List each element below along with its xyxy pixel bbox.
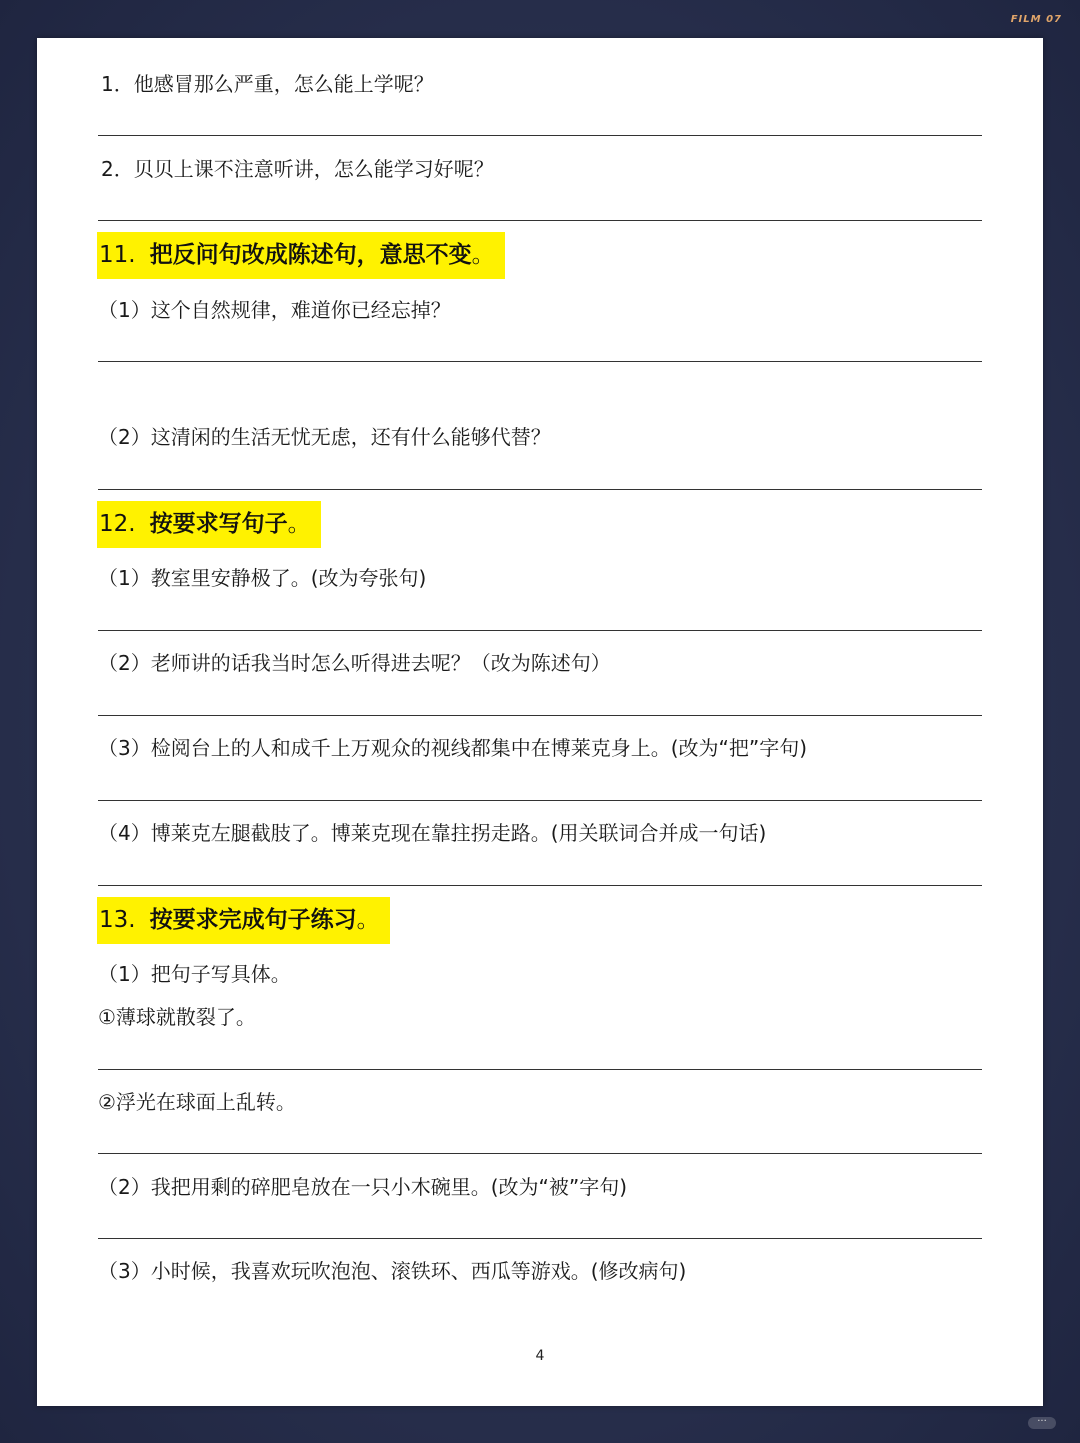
question-item: （2）我把用剩的碎肥皂放在一只小木碗里。(改为“被”字句): [98, 1175, 628, 1199]
question-item: （1）这个自然规律，难道你已经忘掉？: [98, 298, 451, 322]
answer-line: [98, 715, 982, 716]
question-subitem: ②浮光在球面上乱转。: [98, 1090, 296, 1114]
answer-line: [98, 1153, 982, 1154]
film-watermark: FILM 07: [1010, 14, 1062, 25]
question-item: （2）老师讲的话我当时怎么听得进去呢？（改为陈述句）: [98, 651, 611, 675]
section-title-end: 。: [356, 907, 380, 933]
answer-line: [98, 885, 982, 886]
question-item: （1）把句子写具体。: [98, 962, 291, 986]
answer-line: [98, 1069, 982, 1070]
section-title-end: 。: [471, 242, 495, 268]
question-item: （3）检阅台上的人和成千上万观众的视线都集中在博莱克身上。(改为“把”字句): [98, 736, 808, 760]
question-item: 2．贝贝上课不注意听讲，怎么能学习好呢？: [101, 157, 494, 181]
question-item: 1．他感冒那么严重，怎么能上学呢？: [101, 72, 434, 96]
answer-line: [98, 630, 982, 631]
answer-line: [98, 489, 982, 490]
question-subitem: ①薄球就散裂了。: [98, 1005, 256, 1029]
section-heading-13: [97, 897, 390, 944]
section-title: 按要求写句子: [149, 511, 288, 537]
section-title: 按要求完成句子练习: [149, 907, 357, 933]
answer-line: [98, 361, 982, 362]
worksheet-page: [37, 38, 1043, 1406]
question-item: （3）小时候，我喜欢玩吹泡泡、滚铁环、西瓜等游戏。(修改病句): [98, 1259, 687, 1283]
answer-line: [98, 220, 982, 221]
section-heading-11: [97, 232, 505, 279]
question-item: （2）这清闲的生活无忧无虑，还有什么能够代替？: [98, 425, 551, 449]
section-title: 把反问句改成陈述句，意思不变: [149, 242, 472, 268]
page-number: 4: [535, 1348, 545, 1364]
section-title-end: 。: [287, 511, 311, 537]
question-item: （4）博莱克左腿截肢了。博莱克现在靠拄拐走路。(用关联词合并成一句话): [98, 821, 767, 845]
section-number: 12.: [99, 511, 136, 537]
answer-line: [98, 800, 982, 801]
answer-line: [98, 135, 982, 136]
section-number: 13.: [99, 907, 136, 933]
answer-line: [98, 1238, 982, 1239]
more-options-icon[interactable]: ···: [1028, 1417, 1056, 1429]
section-number: 11.: [99, 242, 136, 268]
question-item: （1）教室里安静极了。(改为夸张句): [98, 566, 427, 590]
section-heading-12: [97, 501, 321, 548]
